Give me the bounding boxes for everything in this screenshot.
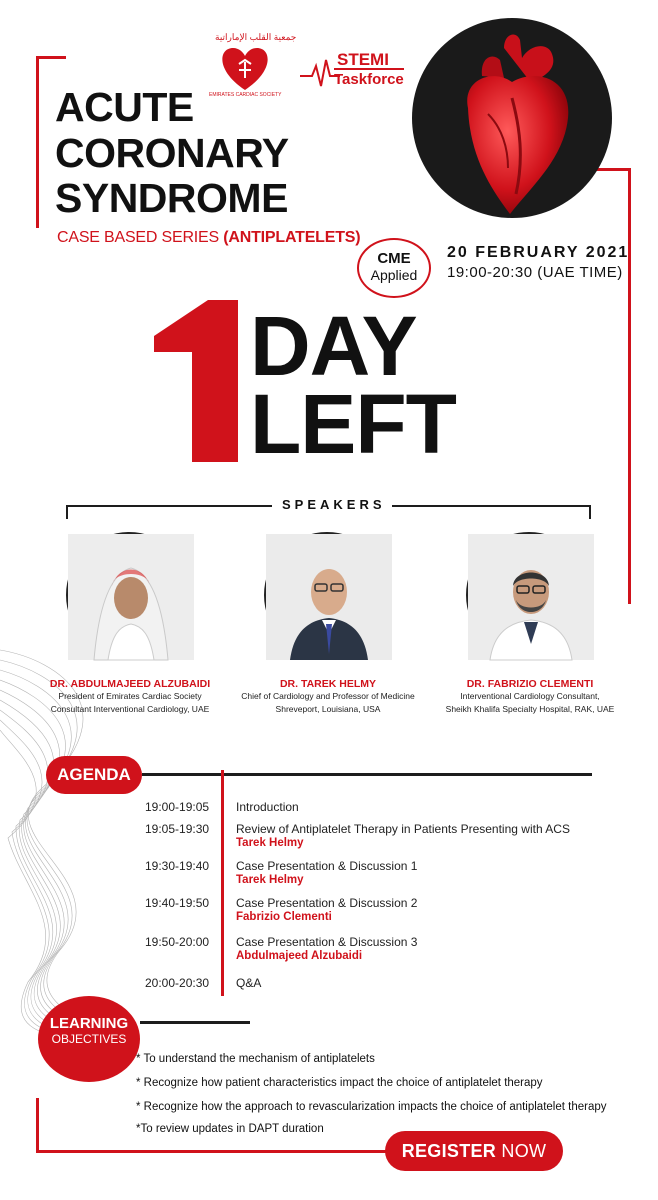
speakers-bracket-right-tick bbox=[589, 505, 591, 519]
agenda-time: 19:40-19:50 bbox=[145, 896, 210, 910]
event-date: 20 FEBRUARY 2021 bbox=[447, 244, 630, 261]
agenda-speaker: Fabrizio Clementi bbox=[236, 911, 332, 923]
subtitle-prefix: CASE BASED SERIES bbox=[57, 229, 224, 246]
frame-line-bottom bbox=[36, 1150, 386, 1153]
frame-line-bottom-left bbox=[36, 1098, 39, 1152]
speaker-name-2: DR. TAREK HELMY bbox=[279, 678, 377, 690]
agenda-title: Q&A bbox=[236, 976, 262, 990]
learning-objectives-badge bbox=[38, 996, 140, 1082]
stemi-logo-line2: Taskforce bbox=[334, 68, 404, 88]
speaker-avatar-icon bbox=[68, 534, 194, 660]
event-time: 19:00-20:30 (UAE TIME) bbox=[447, 264, 623, 281]
cme-badge bbox=[357, 238, 431, 298]
speakers-heading: SPEAKERS bbox=[282, 497, 386, 512]
objective-item: * To understand the mechanism of antiplatelets bbox=[136, 1053, 375, 1065]
objective-item: * Recognize how the approach to revascularization impacts the choice of antiplatelet therapy bbox=[136, 1101, 607, 1113]
register-label-bold: REGISTER bbox=[401, 1141, 497, 1161]
agenda-heading: AGENDA bbox=[57, 765, 131, 784]
agenda-speaker: Tarek Helmy bbox=[236, 837, 304, 849]
agenda-title: Introduction bbox=[236, 800, 299, 814]
register-label-rest: NOW bbox=[496, 1141, 547, 1161]
series-subtitle bbox=[57, 229, 360, 247]
lo-heading-2: OBJECTIVES bbox=[51, 1032, 127, 1046]
countdown-number bbox=[150, 296, 240, 466]
speaker-avatar-icon bbox=[468, 534, 594, 660]
stemi-logo-line1: STEMI bbox=[337, 50, 389, 69]
agenda-title: Case Presentation & Discussion 3 bbox=[236, 935, 418, 949]
countdown-word-left: LEFT bbox=[250, 377, 456, 471]
agenda-time: 19:05-19:30 bbox=[145, 822, 210, 836]
agenda-time: 19:50-20:00 bbox=[145, 935, 210, 949]
register-now-button[interactable] bbox=[385, 1131, 563, 1171]
cme-line1: CME bbox=[377, 250, 411, 267]
frame-line-top-left bbox=[36, 56, 66, 59]
emirates-cardiac-society-logo bbox=[205, 32, 297, 100]
speakers-bracket-right bbox=[392, 505, 590, 507]
agenda-title: Case Presentation & Discussion 2 bbox=[236, 896, 418, 910]
speaker-role-2a: Chief of Cardiology and Professor of Medicine bbox=[241, 691, 415, 701]
countdown-number-text bbox=[150, 296, 151, 297]
cme-line2: Applied bbox=[370, 267, 418, 283]
objective-item: * Recognize how patient characteristics impact the choice of antiplatelet therapy bbox=[136, 1077, 543, 1089]
agenda-title: Case Presentation & Discussion 1 bbox=[236, 859, 418, 873]
agenda-time: 19:00-19:05 bbox=[145, 800, 210, 814]
agenda-title: Review of Antiplatelet Therapy in Patients Presenting with ACS bbox=[236, 822, 570, 836]
objectives-heading-rule bbox=[140, 1021, 250, 1024]
agenda-time: 19:30-19:40 bbox=[145, 859, 210, 873]
speaker-role-3a: Interventional Cardiology Consultant, bbox=[460, 691, 600, 701]
ecs-english-text: EMIRATES CARDIAC SOCIETY bbox=[209, 92, 282, 98]
agenda-speaker: Tarek Helmy bbox=[236, 874, 304, 886]
objective-item: *To review updates in DAPT duration bbox=[136, 1123, 324, 1135]
subtitle-bold: (ANTIPLATELETS) bbox=[223, 229, 361, 246]
speaker-name-1: DR. ABDULMAJEED ALZUBAIDI bbox=[49, 678, 211, 690]
agenda-heading-pill bbox=[46, 756, 142, 794]
speaker-photo-helmy bbox=[264, 532, 390, 658]
title-line-3: SYNDROME bbox=[55, 175, 288, 221]
speakers-bracket-left bbox=[66, 505, 272, 507]
heart-image-circle bbox=[412, 18, 612, 218]
countdown-word-day: DAY bbox=[250, 299, 417, 393]
speakers-bracket-left-tick bbox=[66, 505, 68, 519]
title-line-1: ACUTE bbox=[55, 84, 194, 130]
frame-line-right-vertical bbox=[628, 168, 631, 604]
speaker-role-2b: Shreveport, Louisiana, USA bbox=[275, 704, 381, 714]
agenda-heading-rule bbox=[142, 773, 592, 776]
speaker-name-3: DR. FABRIZIO CLEMENTI bbox=[466, 678, 594, 690]
speaker-role-1b: Consultant Interventional Cardiology, UAE bbox=[50, 704, 210, 714]
agenda-divider-vertical bbox=[221, 770, 224, 996]
ecs-arabic-text: جمعية القلب الإماراتية bbox=[215, 32, 297, 42]
heart-illustration bbox=[412, 18, 612, 218]
speaker-role-1a: President of Emirates Cardiac Society bbox=[58, 691, 202, 701]
agenda-time: 20:00-20:30 bbox=[145, 976, 210, 990]
title-line-2: CORONARY bbox=[55, 130, 289, 176]
speaker-role-3b: Sheikh Khalifa Specialty Hospital, RAK, UAE bbox=[445, 704, 615, 714]
speaker-avatar-icon bbox=[266, 534, 392, 660]
speaker-photo-alzubaidi bbox=[66, 532, 192, 658]
speaker-photo-clementi bbox=[466, 532, 592, 658]
frame-line-left-vertical bbox=[36, 56, 39, 228]
agenda-speaker: Abdulmajeed Alzubaidi bbox=[236, 950, 363, 962]
lo-heading-1: LEARNING bbox=[49, 1015, 129, 1032]
